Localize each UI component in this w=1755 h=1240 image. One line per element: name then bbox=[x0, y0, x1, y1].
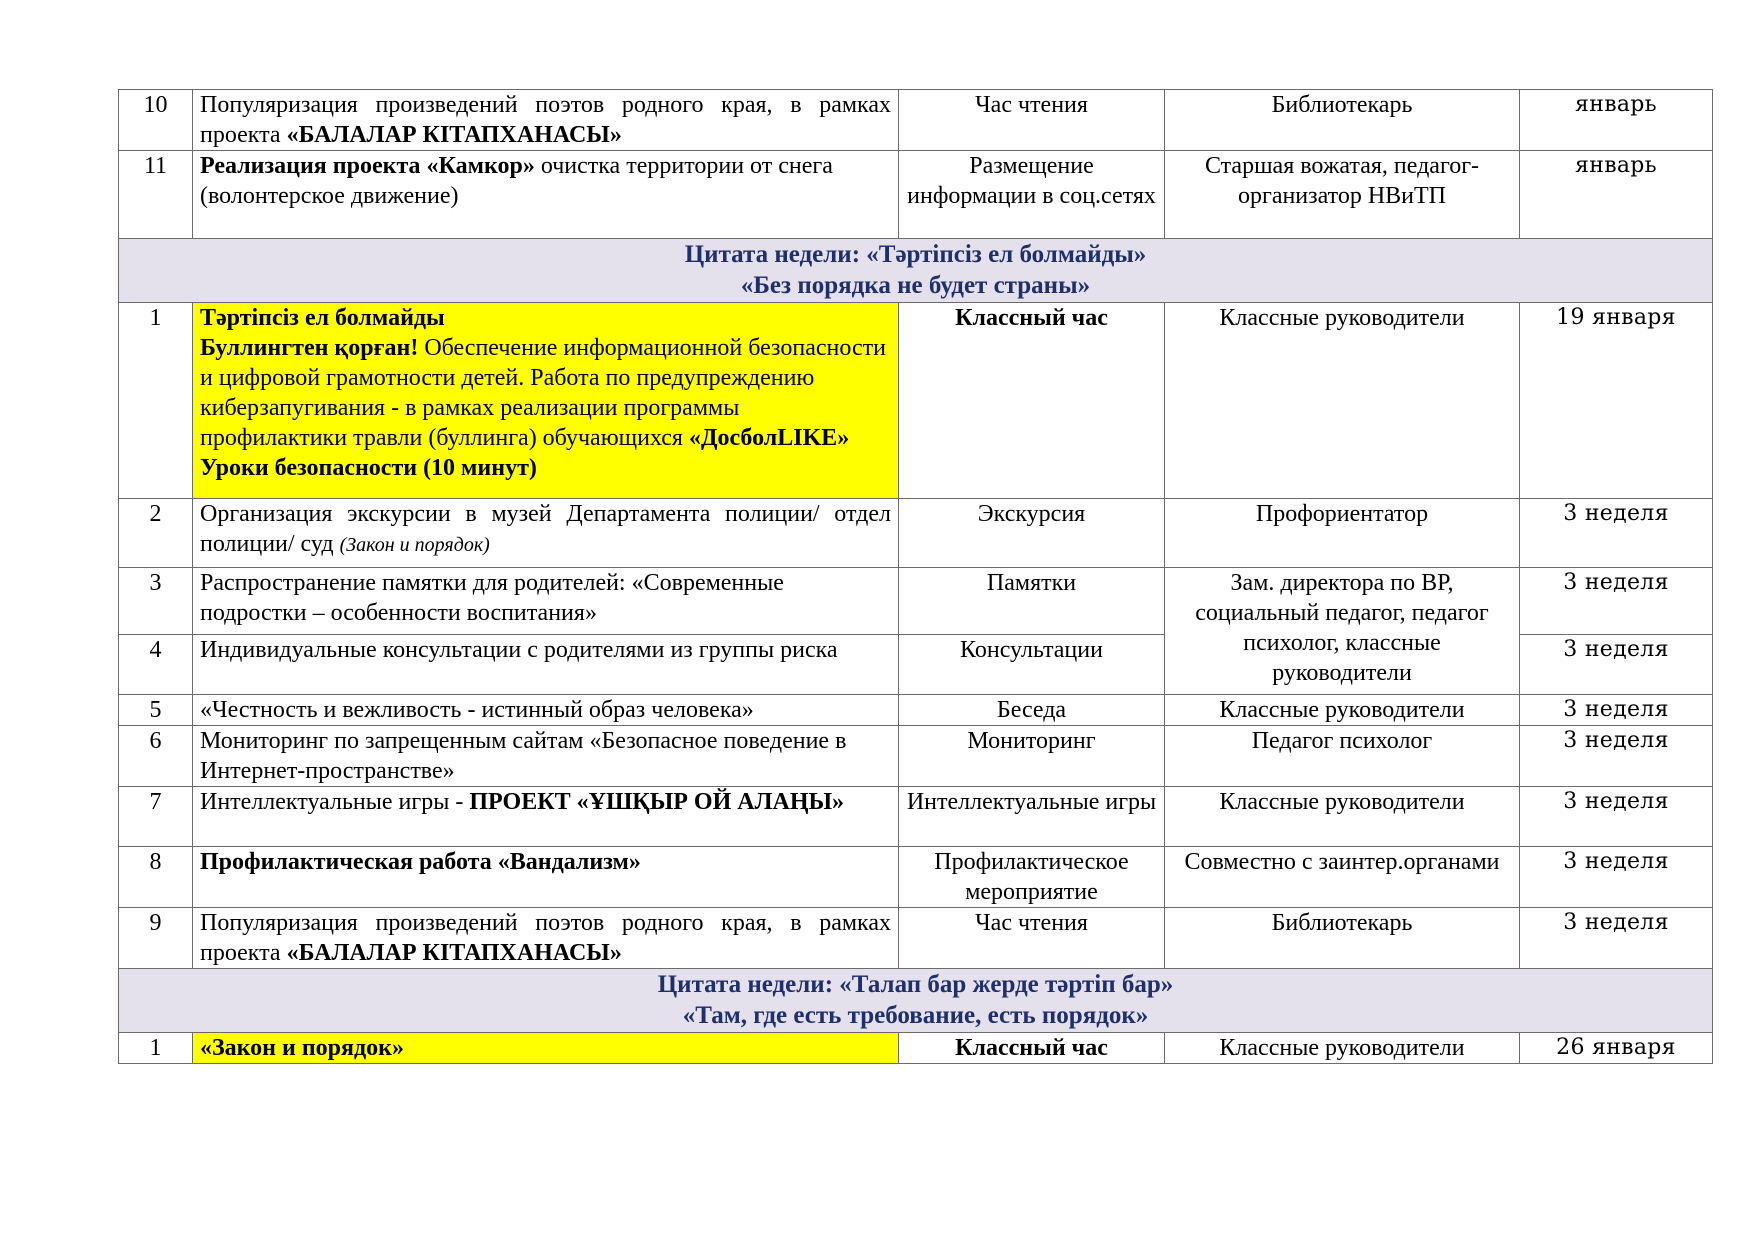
table-row bbox=[119, 568, 1713, 635]
row-number: 3 bbox=[119, 568, 193, 635]
event-date: январь bbox=[1520, 90, 1713, 151]
row-number: 1 bbox=[119, 1033, 193, 1064]
event-responsible: Классные руководители bbox=[1165, 303, 1520, 499]
event-form: Классный час bbox=[899, 1033, 1165, 1064]
event-description bbox=[193, 90, 899, 151]
quote-of-week bbox=[119, 239, 1713, 303]
event-responsible: Старшая вожатая, педагог-организатор НВиТП bbox=[1165, 151, 1520, 239]
event-description bbox=[193, 303, 899, 499]
row-number: 11 bbox=[119, 151, 193, 239]
quote-of-week bbox=[119, 969, 1713, 1033]
table-row bbox=[119, 847, 1713, 908]
event-form: Мониторинг bbox=[899, 726, 1165, 787]
quote-kazakh: Цитата недели: «Тәртіпсіз ел болмайды» bbox=[684, 241, 1147, 268]
project-name: ПРОЕКТ «ҰШҚЫР ОЙ АЛАҢЫ» bbox=[469, 789, 845, 815]
table-row bbox=[119, 908, 1713, 969]
quote-kazakh: Цитата недели: «Талап бар жерде тәртіп бар» bbox=[657, 971, 1174, 998]
event-responsible: Библиотекарь bbox=[1165, 90, 1520, 151]
event-description: «Честность и вежливость - истинный образ человека» bbox=[193, 695, 899, 726]
program-name: «ДосболLIKE» bbox=[688, 425, 850, 451]
table-row bbox=[119, 695, 1713, 726]
event-responsible: Профориентатор bbox=[1165, 499, 1520, 568]
event-date: 3 неделя bbox=[1520, 726, 1713, 787]
event-description bbox=[193, 499, 899, 568]
table-row bbox=[119, 499, 1713, 568]
event-responsible: Классные руководители bbox=[1165, 695, 1520, 726]
event-description bbox=[193, 908, 899, 969]
event-date: 3 неделя bbox=[1520, 787, 1713, 847]
project-name: «БАЛАЛАР КІТАПХАНАСЫ» bbox=[286, 940, 622, 966]
event-date: 3 неделя bbox=[1520, 635, 1713, 695]
row-number: 6 bbox=[119, 726, 193, 787]
row-number: 7 bbox=[119, 787, 193, 847]
project-name: Реализация проекта «Камкор» bbox=[200, 153, 535, 179]
event-responsible: Классные руководители bbox=[1165, 1033, 1520, 1064]
row-number: 5 bbox=[119, 695, 193, 726]
event-form: Беседа bbox=[899, 695, 1165, 726]
row-number: 8 bbox=[119, 847, 193, 908]
quote-russian: «Без порядка не будет страны» bbox=[740, 272, 1091, 299]
row-number: 10 bbox=[119, 90, 193, 151]
event-plan-table bbox=[118, 89, 1713, 1064]
event-date: 3 неделя bbox=[1520, 499, 1713, 568]
event-form: Размещение информации в соц.сетях bbox=[899, 151, 1165, 239]
event-form: Консультации bbox=[899, 635, 1165, 695]
event-form: Час чтения bbox=[899, 90, 1165, 151]
table-row bbox=[119, 151, 1713, 239]
event-date: 3 неделя bbox=[1520, 568, 1713, 635]
project-name: «БАЛАЛАР КІТАПХАНАСЫ» bbox=[286, 122, 622, 148]
event-description: Профилактическая работа «Вандализм» bbox=[193, 847, 899, 908]
event-description bbox=[193, 151, 899, 239]
event-description: «Закон и порядок» bbox=[193, 1033, 899, 1064]
table-row bbox=[119, 90, 1713, 151]
event-description bbox=[193, 787, 899, 847]
description-text: Популяризация произведений поэтов родного края, в рамках проекта bbox=[200, 92, 891, 148]
description-footer: Уроки безопасности (10 минут) bbox=[200, 455, 537, 481]
table-row bbox=[119, 726, 1713, 787]
table-row bbox=[119, 787, 1713, 847]
event-form: Экскурсия bbox=[899, 499, 1165, 568]
row-number: 2 bbox=[119, 499, 193, 568]
event-date: 3 неделя bbox=[1520, 695, 1713, 726]
row-number: 9 bbox=[119, 908, 193, 969]
event-date: 3 неделя bbox=[1520, 908, 1713, 969]
quote-russian: «Там, где есть требование, есть порядок» bbox=[682, 1002, 1149, 1029]
quote-of-week-band bbox=[119, 969, 1713, 1033]
campaign-name: Буллингтен қорған! bbox=[200, 335, 419, 361]
description-text: Популяризация произведений поэтов родного края, в рамках проекта bbox=[200, 910, 891, 966]
table-row bbox=[119, 1033, 1713, 1064]
table-row bbox=[119, 303, 1713, 499]
event-date: январь bbox=[1520, 151, 1713, 239]
event-form: Час чтения bbox=[899, 908, 1165, 969]
quote-of-week-band bbox=[119, 239, 1713, 303]
row-number: 1 bbox=[119, 303, 193, 499]
event-form: Классный час bbox=[899, 303, 1165, 499]
event-responsible: Библиотекарь bbox=[1165, 908, 1520, 969]
row-number: 4 bbox=[119, 635, 193, 695]
event-responsible: Классные руководители bbox=[1165, 787, 1520, 847]
event-description: Мониторинг по запрещенным сайтам «Безопасное поведение в Интернет-пространстве» bbox=[193, 726, 899, 787]
description-text: очистка территории от снега (волонтерское движение) bbox=[200, 153, 833, 209]
event-form: Интеллектуальные игры bbox=[899, 787, 1165, 847]
description-note: (Закон и порядок) bbox=[339, 534, 490, 556]
event-form: Профилактическое мероприятие bbox=[899, 847, 1165, 908]
event-date: 19 января bbox=[1520, 303, 1713, 499]
event-form: Памятки bbox=[899, 568, 1165, 635]
description-text: Организация экскурсии в музей Департамента полиции/ отдел полиции/ суд bbox=[200, 501, 891, 557]
event-date: 26 января bbox=[1520, 1033, 1713, 1064]
description-text: Обеспечение информационной безопасности и цифровой грамотности детей. Работа по предупреждению киберзапугивания - в рамках реализации программы профилактики травли (буллинга) обучающихся bbox=[200, 335, 886, 451]
event-date: 3 неделя bbox=[1520, 847, 1713, 908]
event-responsible: Педагог психолог bbox=[1165, 726, 1520, 787]
event-responsible: Зам. директора по ВР, социальный педагог, педагог психолог, классные руководители bbox=[1165, 568, 1520, 695]
event-responsible: Совместно с заинтер.органами bbox=[1165, 847, 1520, 908]
event-description: Индивидуальные консультации с родителями из группы риска bbox=[193, 635, 899, 695]
event-description: Распространение памятки для родителей: «Современные подростки – особенности воспитания» bbox=[193, 568, 899, 635]
description-text: Интеллектуальные игры - bbox=[200, 789, 470, 815]
description-title: Тәртіпсіз ел болмайды bbox=[200, 305, 445, 331]
